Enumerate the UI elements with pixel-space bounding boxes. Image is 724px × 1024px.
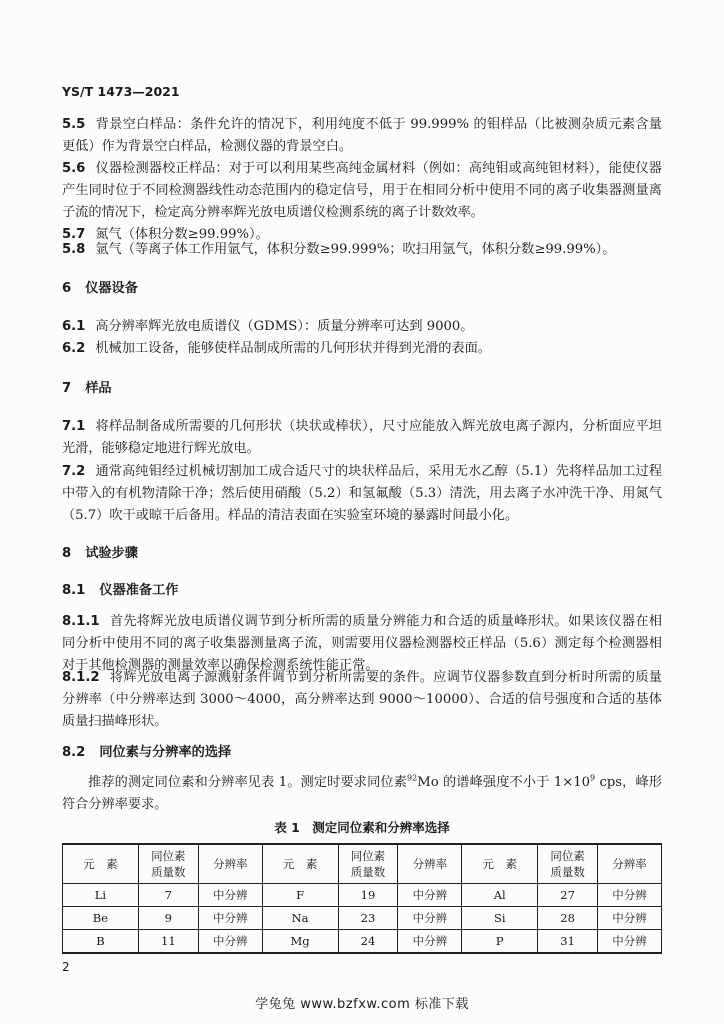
section-number: 6 — [62, 281, 72, 296]
table-cell: 中分辨 — [398, 930, 462, 954]
text-part: cps，峰形符合分辨率要求。 — [62, 775, 662, 812]
table-row — [63, 907, 662, 930]
section-title: 同位素与分辨率的选择 — [99, 745, 232, 760]
clause-6-1 — [62, 316, 662, 338]
table-header-cell: 同位素 质量数 — [138, 844, 198, 884]
clause-text: 通常高纯钼经过机械切割加工成合适尺寸的块状样品后，采用无水乙醇（5.1）先将样品加工过程中带入的有机物清除干净；然后使用硝酸（5.2）和氢氟酸（5.3）清洗，用去离子水冲洗干净、用氮气（5.7）吹干或晾干后备用。样品的清洁表面在实验室环境的暴露时间最小化。 — [62, 464, 662, 523]
table-header-cell: 同位素 质量数 — [338, 844, 398, 884]
clause-number: 6.2 — [62, 341, 86, 356]
clause-7-1 — [62, 416, 662, 460]
text-part: 推荐的测定同位素和分辨率见表 1。测定时要求同位素 — [88, 775, 408, 790]
table-cell: 31 — [538, 930, 598, 954]
clause-5-8 — [62, 239, 662, 261]
clause-text: 仪器检测器校正样品：对于可以利用某些高纯金属材料（例如：高纯钼或高纯钽材料），能使仪器产生同时位于不同检测器线性动态范围内的稳定信号，用于在相同分析中使用不同的离子收集器测量离子流的情况下，检定高分辨率辉光放电质谱仪检测系统的离子计数效率。 — [62, 161, 662, 220]
clause-text: 背景空白样品：条件允许的情况下，利用纯度不低于 99.999% 的钼样品（比被测杂质元素含量更低）作为背景空白样品，检测仪器的背景空白。 — [62, 117, 662, 154]
table-header-cell: 分辨率 — [598, 844, 662, 884]
table-cell: Na — [262, 907, 338, 930]
table-cell: 中分辨 — [198, 930, 262, 954]
table-cell: 24 — [338, 930, 398, 954]
section-7-heading — [62, 378, 112, 400]
section-8-2-heading — [62, 742, 231, 764]
table-header-cell: 元 素 — [462, 844, 538, 884]
table-cell: 23 — [338, 907, 398, 930]
table-cell: 中分辨 — [198, 884, 262, 907]
text-part: Mo 的谱峰强度不小于 1×10 — [417, 775, 591, 790]
table-header-cell: 分辨率 — [198, 844, 262, 884]
table-header-cell: 分辨率 — [398, 844, 462, 884]
clause-text: 将样品制备成所需要的几何形状（块状或棒状），尺寸应能放入辉光放电离子源内，分析面应平坦光滑，能够稳定地进行辉光放电。 — [62, 419, 662, 456]
table-cell: Be — [63, 907, 139, 930]
clause-text: 氮气（体积分数≥99.99%）。 — [95, 227, 269, 242]
table-cell: 中分辨 — [398, 907, 462, 930]
table-cell: 中分辨 — [198, 907, 262, 930]
clause-number: 5.6 — [62, 161, 86, 176]
table-header-cell: 同位素 质量数 — [538, 844, 598, 884]
table-row — [63, 884, 662, 907]
table-cell: Li — [63, 884, 139, 907]
clause-number: 5.8 — [62, 242, 86, 257]
table-caption: 表 1 测定同位素和分辨率选择 — [274, 820, 450, 835]
clause-5-5 — [62, 114, 662, 158]
clause-text: 高分辨率辉光放电质谱仪（GDMS）：质量分辨率可达到 9000。 — [95, 319, 474, 334]
clause-number: 5.7 — [62, 227, 86, 242]
table-cell: 中分辨 — [598, 884, 662, 907]
table-cell: 19 — [338, 884, 398, 907]
table-cell: 27 — [538, 884, 598, 907]
clause-text: 氩气（等离子体工作用氩气，体积分数≥99.999%；吹扫用氩气，体积分数≥99.99%）。 — [95, 242, 616, 257]
clause-number: 5.5 — [62, 117, 86, 132]
table-header-cell: 元 素 — [63, 844, 139, 884]
table-cell: F — [262, 884, 338, 907]
footer-watermark: 学兔兔 www.bzfxw.com 标准下载 — [255, 997, 469, 1012]
clause-6-2 — [62, 338, 662, 360]
table-cell: 11 — [138, 930, 198, 954]
clause-number: 6.1 — [62, 319, 86, 334]
clause-number: 7.1 — [62, 419, 86, 434]
table-cell: 中分辨 — [598, 930, 662, 954]
section-6-heading — [62, 278, 138, 300]
section-number: 7 — [62, 381, 72, 396]
table-row — [63, 930, 662, 954]
isotope-resolution-table — [62, 843, 662, 954]
table-cell: Al — [462, 884, 538, 907]
table-cell: 7 — [138, 884, 198, 907]
table-cell: 中分辨 — [398, 884, 462, 907]
clause-number: 7.2 — [62, 464, 86, 479]
clause-8-2-text — [62, 772, 662, 816]
clause-number: 8.1.2 — [62, 670, 100, 685]
clause-text: 首先将辉光放电质谱仪调节到分析所需的质量分辨能力和合适的质量峰形状。如果该仪器在相同分析中使用不同的离子收集器测量离子流，则需要用仪器检测器校正样品（5.6）测定每个检测器相对于其他检测器的测量效率以确保检测系统性能正常。 — [62, 614, 662, 673]
clause-7-2 — [62, 461, 662, 527]
table-cell: 28 — [538, 907, 598, 930]
section-title: 仪器准备工作 — [99, 583, 179, 598]
clause-text: 机械加工设备，能够使样品制成所需的几何形状并得到光滑的表面。 — [95, 341, 491, 356]
table-cell: Mg — [262, 930, 338, 954]
table-cell: 9 — [138, 907, 198, 930]
table-cell: P — [462, 930, 538, 954]
table-cell: Si — [462, 907, 538, 930]
clause-8-1-2 — [62, 667, 662, 733]
clause-number: 8.1.1 — [62, 614, 100, 629]
page-number: 2 — [62, 960, 70, 974]
section-number: 8 — [62, 546, 72, 561]
superscript-mass: 92 — [407, 773, 418, 783]
superscript-exponent: 9 — [590, 773, 596, 783]
table-header-row — [63, 844, 662, 884]
table-cell: B — [63, 930, 139, 954]
section-8-1-heading — [62, 580, 179, 602]
section-8-heading — [62, 543, 138, 565]
table-cell: 中分辨 — [598, 907, 662, 930]
section-title: 仪器设备 — [85, 281, 138, 296]
table-header-cell: 元 素 — [262, 844, 338, 884]
section-number: 8.2 — [62, 745, 86, 760]
section-title: 试验步骤 — [85, 546, 138, 561]
section-number: 8.1 — [62, 583, 86, 598]
standard-number-header: YS/T 1473—2021 — [62, 84, 180, 99]
section-title: 样品 — [85, 381, 112, 396]
clause-text: 将辉光放电离子源溅射条件调节到分析所需要的条件。应调节仪器参数直到分析时所需的质量分辨率（中分辨率达到 3000～4000，高分辨率达到 9000～10000）、合适的信号强度和合适的基体质量扫描峰形状。 — [62, 670, 662, 729]
clause-5-6 — [62, 158, 662, 224]
